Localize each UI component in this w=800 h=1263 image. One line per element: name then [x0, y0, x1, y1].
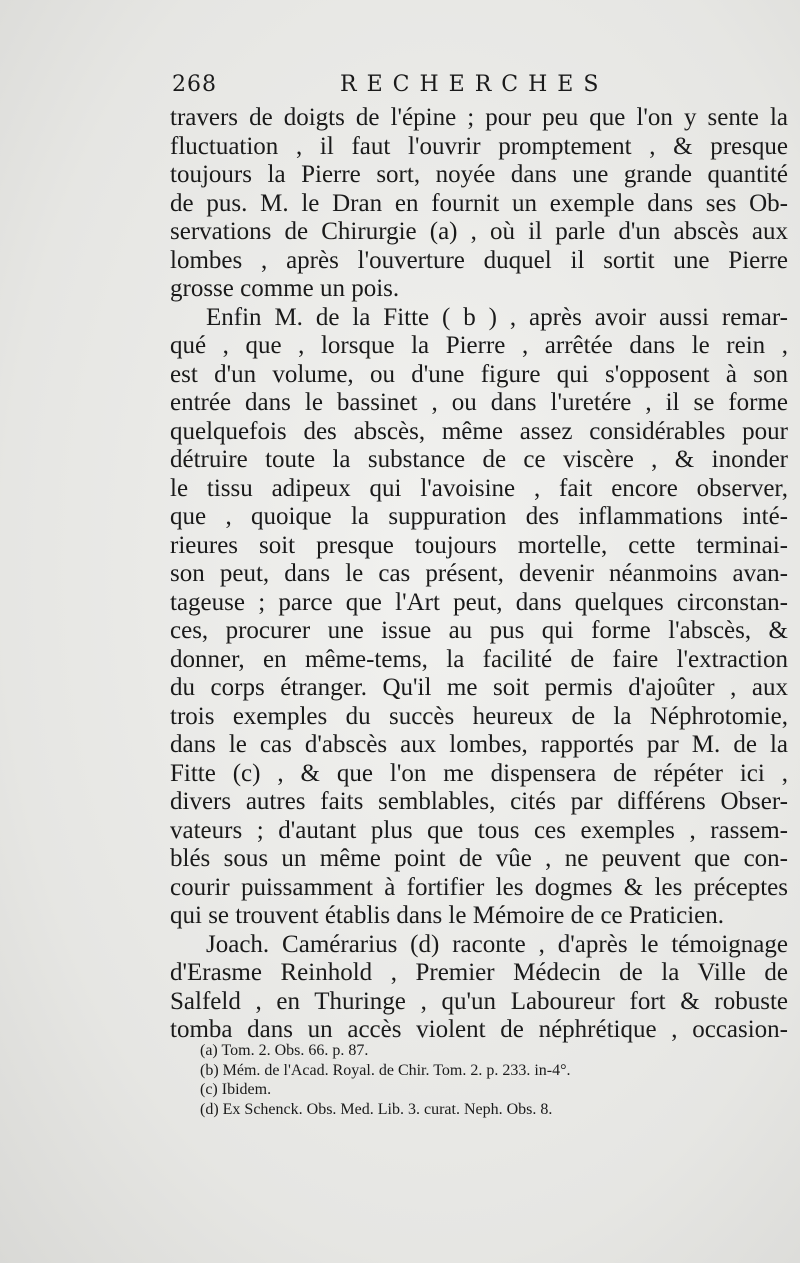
text-line: qué , que , lorsque la Pierre , arrêtée dans le rein , — [170, 332, 788, 359]
text-line: ces, procurer une issue au pus qui forme l'abscès, & — [170, 617, 788, 644]
text-line: travers de doigts de l'épine ; pour peu que l'on y sente la — [170, 104, 788, 131]
text-line: entrée dans le bassinet , ou dans l'uretére , il se forme — [170, 389, 788, 416]
text-line: fluctuation , il faut l'ouvrir promptement , & presque — [170, 132, 788, 160]
text-line: Joach. Camérarius (d) raconte , d'après le témoignage — [206, 930, 788, 958]
footnote: (b) Mém. de l'Acad. Royal. de Chir. Tom. 2. p. 233. in-4°. — [200, 1061, 571, 1079]
text-line: de pus. M. le Dran en fournit un exemple dans ses Ob- — [170, 189, 788, 217]
text-line: donner, en même-tems, la facilité de faire l'extraction — [170, 645, 788, 673]
text-line: Salfeld , en Thuringe , qu'un Laboureur fort & robuste — [170, 987, 788, 1015]
text-line: détruire toute la substance de ce viscère , & inonder — [170, 446, 788, 473]
footnotes — [200, 1041, 760, 1119]
page-header — [172, 72, 612, 102]
text-line: son peut, dans le cas présent, devenir néanmoins avan- — [170, 560, 788, 587]
text-line: courir puissamment à fortifier les dogmes & les préceptes — [170, 873, 788, 901]
text-line: grosse comme un pois. — [170, 275, 400, 302]
text-line: que , quoique la suppuration des inflammations inté- — [170, 503, 788, 530]
text-line: rieures soit presque toujours mortelle, cette terminai- — [170, 531, 788, 559]
running-title: RECHERCHES — [340, 72, 609, 97]
text-line: servations de Chirurgie (a) , où il parle d'un abscès aux — [170, 218, 788, 245]
footnote: (c) Ibidem. — [200, 1081, 272, 1098]
text-line: divers autres faits semblables, cités par différens Obser- — [170, 788, 788, 815]
page-number: 268 — [172, 72, 217, 97]
footnote: (d) Ex Schenck. Obs. Med. Lib. 3. curat. Neph. Obs. 8. — [200, 1100, 553, 1118]
text-line: tageuse ; parce que l'Art peut, dans quelques circonstan- — [170, 588, 788, 616]
footnote: (a) Tom. 2. Obs. 66. p. 87. — [200, 1042, 369, 1059]
text-line: tomba dans un accès violent de néphrétique , occasion- — [170, 1016, 788, 1043]
text-line: trois exemples du succès heureux de la Néphrotomie, — [170, 702, 788, 730]
text-line: le tissu adipeux qui l'avoisine , fait encore observer, — [170, 474, 788, 502]
text-line: quelquefois des abscès, même assez considérables pour — [170, 417, 788, 445]
body-text — [170, 104, 792, 1045]
text-line: blés sous un même point de vûe , ne peuvent que con- — [170, 845, 788, 872]
text-line: toujours la Pierre sort, noyée dans une grande quantité — [170, 161, 788, 188]
text-line: dans le cas d'abscès aux lombes, rapportés par M. de la — [170, 731, 788, 758]
text-line: d'Erasme Reinhold , Premier Médecin de la Ville de — [170, 959, 788, 986]
text-line: lombes , après l'ouverture duquel il sortit une Pierre — [170, 246, 788, 274]
text-line: Enfin M. de la Fitte ( b ) , après avoir aussi remar- — [206, 303, 788, 331]
text-line: est d'un volume, ou d'une figure qui s'opposent à son — [170, 360, 788, 388]
text-line: du corps étranger. Qu'il me soit permis d'ajoûter , aux — [170, 674, 788, 701]
text-line: qui se trouvent établis dans le Mémoire de ce Praticien. — [170, 902, 724, 929]
text-line: vateurs ; d'autant plus que tous ces exemples , rassem- — [170, 816, 788, 844]
text-line: Fitte (c) , & que l'on me dispensera de répéter ici , — [170, 759, 788, 787]
